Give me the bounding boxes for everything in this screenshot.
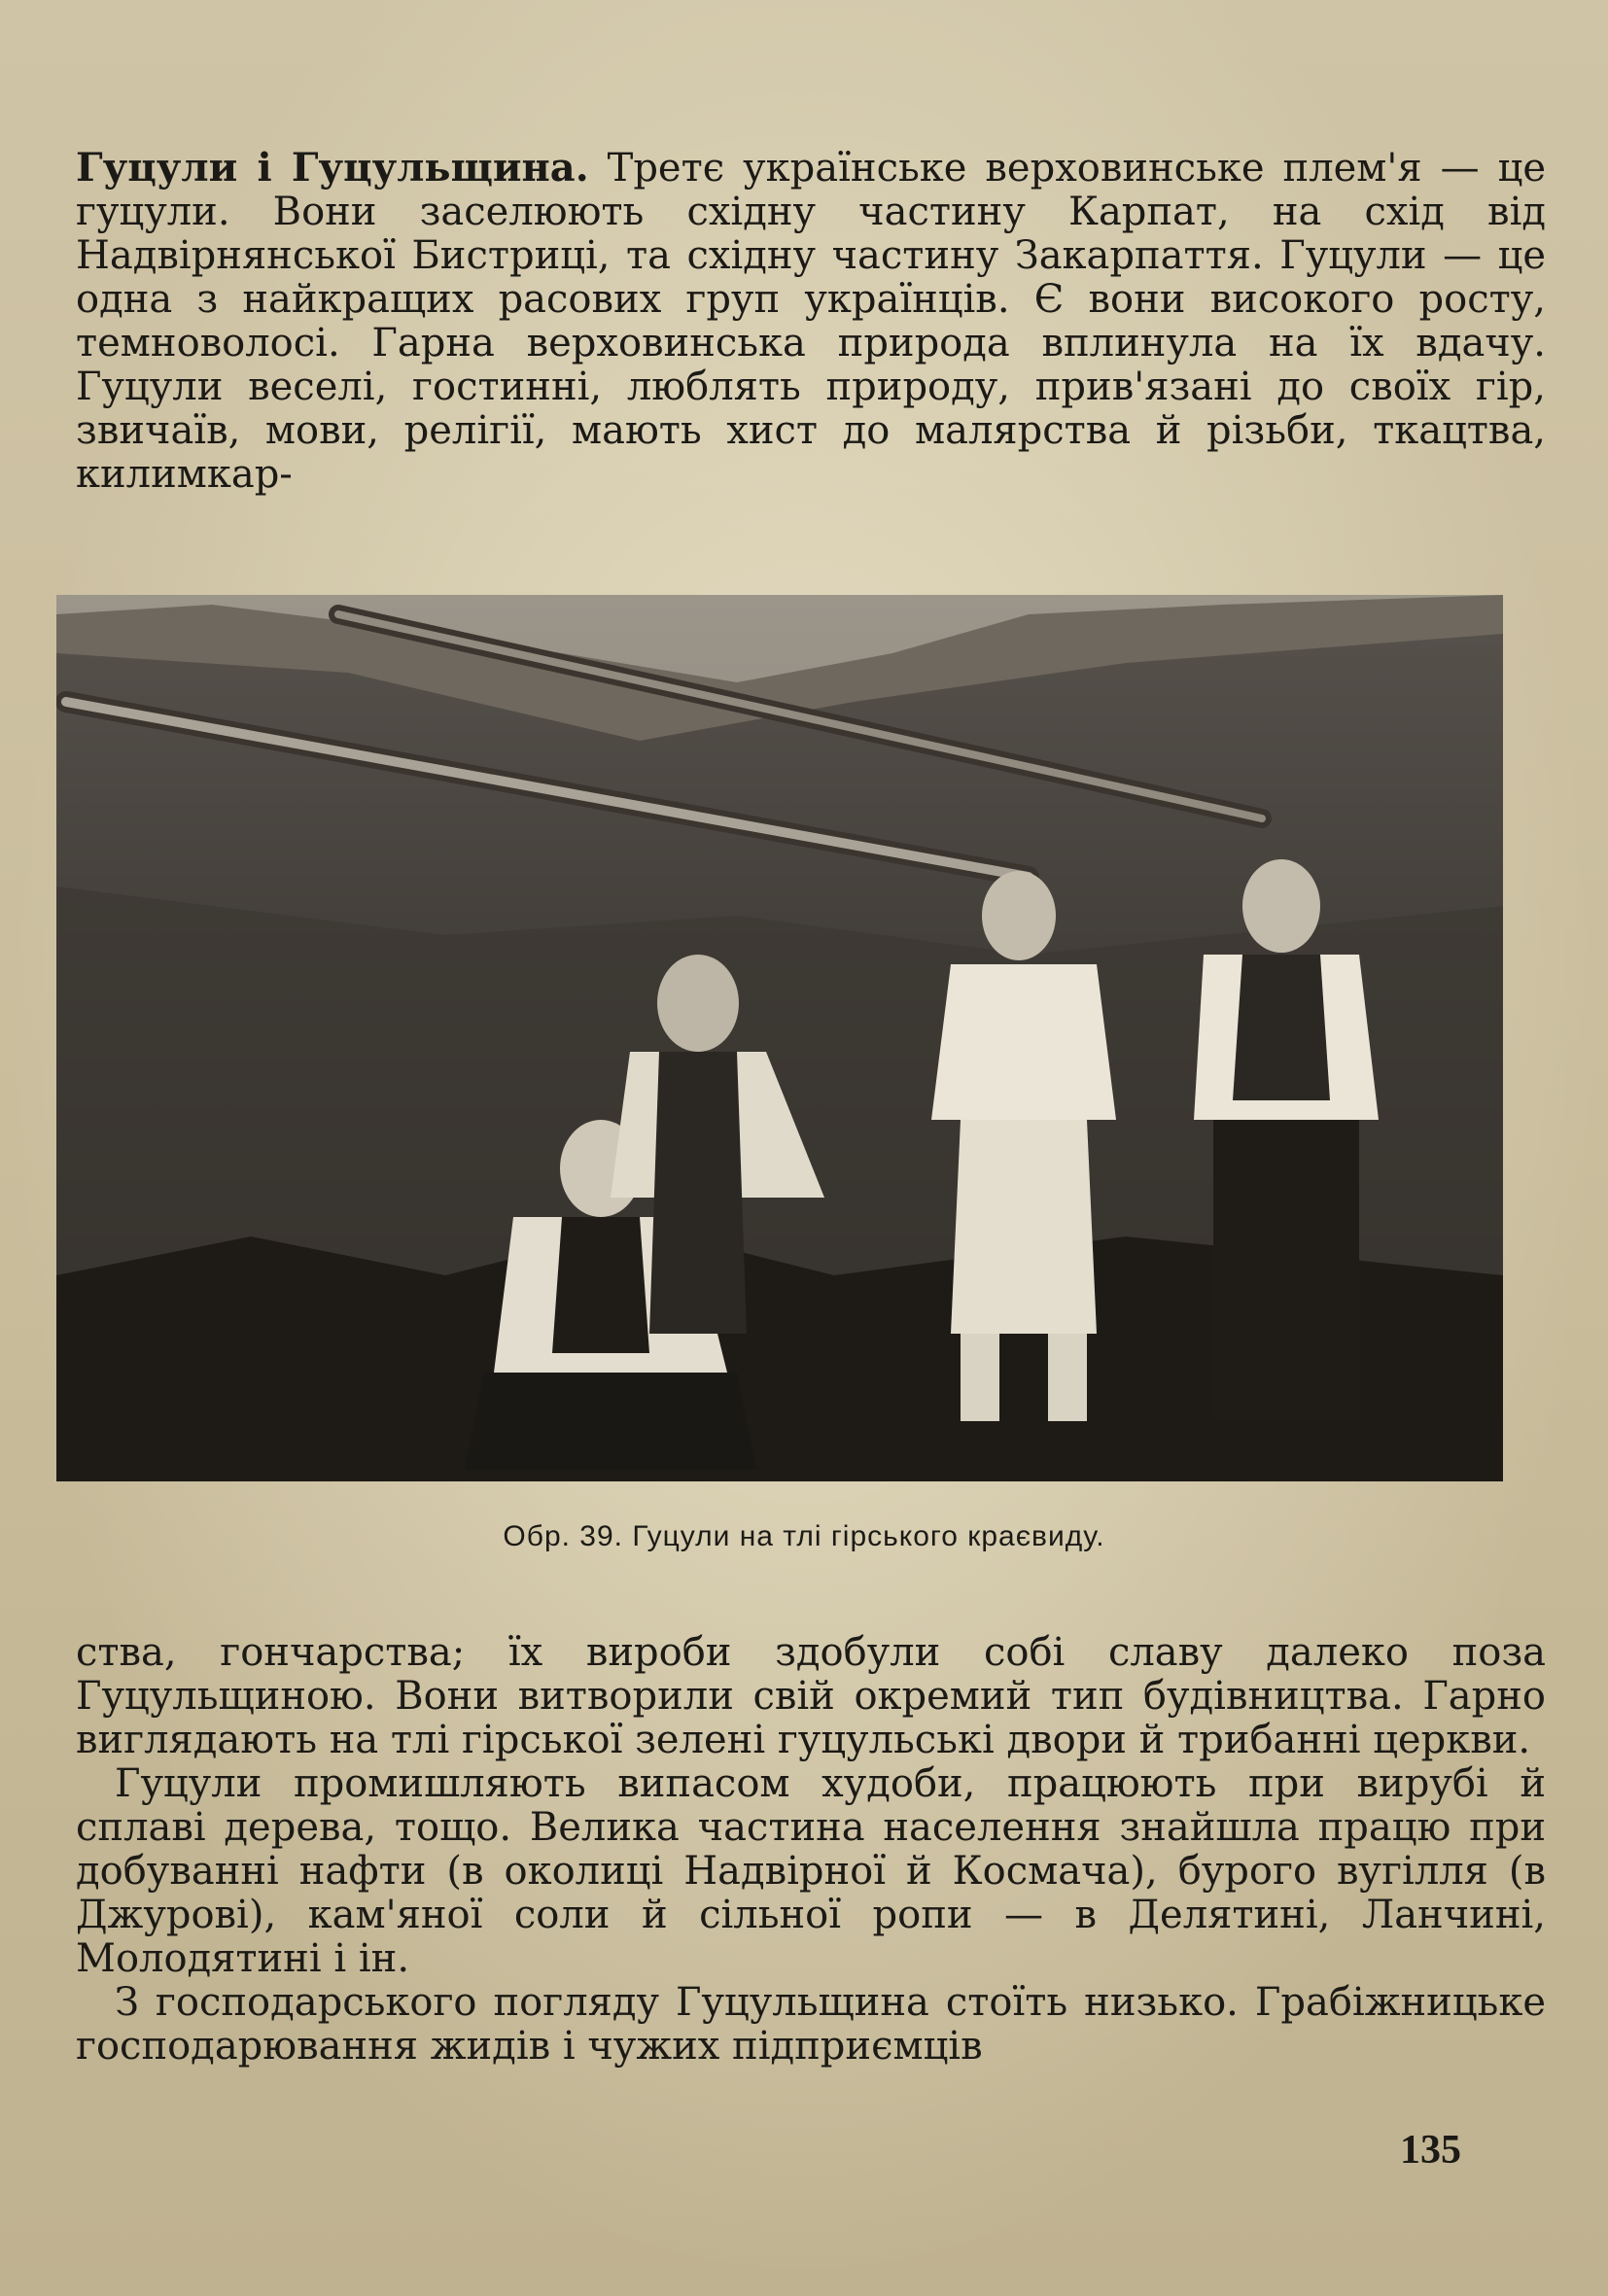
- paragraph-text: Третє українське верховинське плем'я — це гуцули. Вони заселюють східну частину Карпат, на схід від Надвірнянської Бистриці, та східну частину Закарпаття. Гуцули — це одна з найкращих расових груп українців. Є вони високого росту, темноволосі. Гарна верховинська природа вплинула на їх вдачу. Гуцули веселі, гостинні, люблять природу, прив'язані до своїх гір, звичаїв, мови, релігії, мають хист до малярства й різьби, ткацтва, килимкар-: [76, 146, 1546, 497]
- figure-caption: Обр. 39. Гуцули на тлі гірського краєвиду.: [503, 1520, 1105, 1552]
- paragraph-hutsuls: [76, 146, 1546, 497]
- paragraph-crafts-continued: ства, гончарства; їх вироби здобули собі славу далеко поза Гуцульщиною. Вони витворили свій окремий тип будівництва. Гарно виглядають на тлі гірської зелені гуцульські двори й трибанні церкви.: [76, 1630, 1546, 1762]
- text-block-bottom: [76, 1631, 1546, 2069]
- paragraph-economy: З господарського погляду Гуцульщина стоїть низько. Грабіжницьке господарювання жидів і чужих підприємців: [76, 1980, 1546, 2069]
- photo-hutsuls-with-trembitas: [56, 595, 1503, 1481]
- paragraph-occupations: Гуцули промишляють випасом худоби, працюють при вирубі й сплаві дерева, тощо. Велика частина населення знайшла працю при добуванні нафти (в околиці Надвірної й Космача), бурого вугілля (в Джурові), кам'яної соли й сільної ропи — в Делятині, Ланчині, Молодятині і ін.: [76, 1761, 1546, 1981]
- photo-illustration: [56, 595, 1503, 1481]
- section-heading: Гуцули і Гуцульщина.: [76, 145, 589, 191]
- text-block-top: [76, 146, 1546, 497]
- page-number: 135: [1400, 2128, 1461, 2173]
